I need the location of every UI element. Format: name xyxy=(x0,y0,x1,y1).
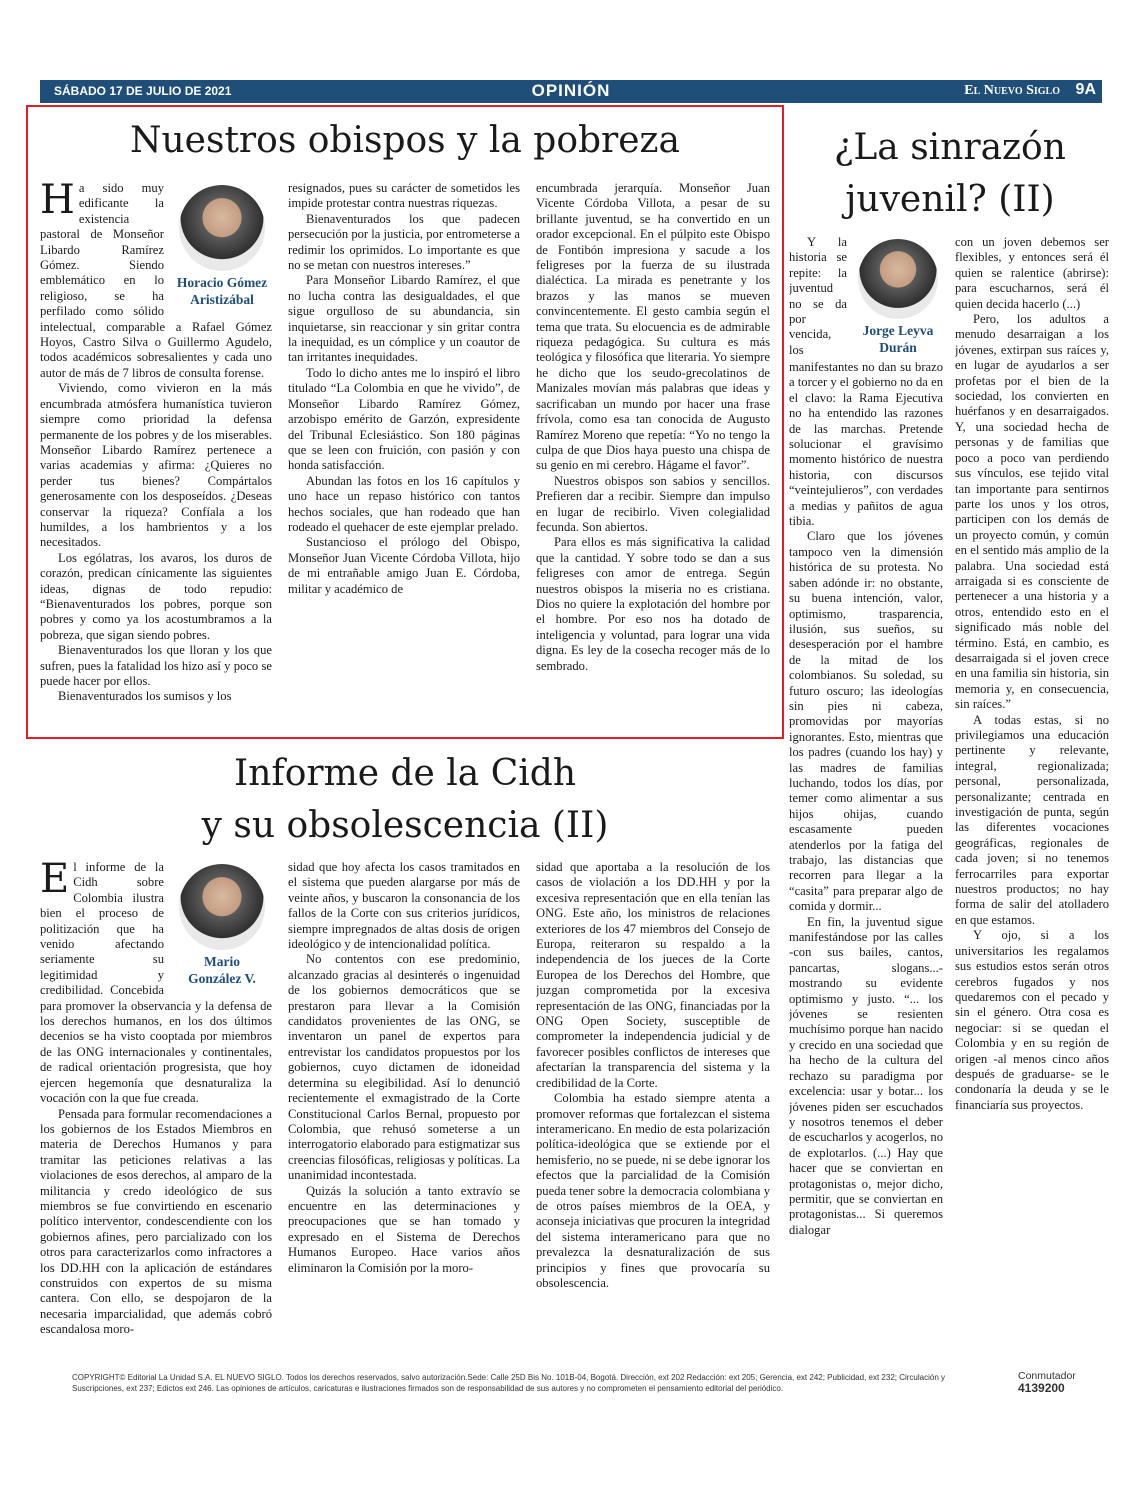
paragraph: Viviendo, como vivieron en la más encumbrada atmósfera humanística tuvieron siempre como prioridad la defensa permanente de los pobres y de los miserables. Monseñor Libardo Ramírez pertenece a varias academias y afirma: ¿Quieres no perder tus bienes? Compártalos generosamente con los desposeídos. ¿Deseas conservar la riqueza? Confíala a los humildes, a los hambrientos y a los necesitados. xyxy=(40,381,272,550)
masthead-bar xyxy=(40,80,1102,103)
paragraph: Colombia ha estado siempre atenta a promover reformas que fortalezcan el sistema interamericano. En medio de esta polarización política-ideológica que se extiende por el hemisferio, no se puede, ni se debe ignorar los efectos que la parcialidad de la Comisión pueda tener sobre la democracia colombiana y de otros países miembros de la OEA, y aconseja iniciativas que procuren la integridad del sistema interamericano para que no prevalezca la desnaturalización de sus principios y fines que provocaría su obsolescencia. xyxy=(536,1091,770,1290)
section-title: OPINIÓN xyxy=(531,81,611,100)
article-obispos-column-1 xyxy=(40,181,272,726)
paragraph: Sustancioso el prólogo del Obispo, Monseñor Juan Vicente Córdoba Villota, hijo de mi entrañable amigo Juan E. Córdoba, militar y académico de xyxy=(288,535,520,596)
paragraph: Bienaventurados los sumisos y los xyxy=(58,689,232,704)
article-cidh-column-2 xyxy=(288,860,520,1355)
author-block xyxy=(172,864,272,987)
paragraph: Quizás la solución a tanto extravío se encuentre en las determinaciones y preocupaciones que se han tomado y expresado en el Sistema de Derechos Humanos Europeo. Hace varios años eliminaron la Comisión por la moro- xyxy=(288,1183,520,1275)
author-block xyxy=(853,239,943,356)
author-name: Mario González V. xyxy=(188,954,256,986)
paragraph: Los ególatras, los avaros, los duros de corazón, predican cínicamente las siguientes ideas, dignas de todo repudio: “Bienaventurados los pobres, porque son pobres y como ya los acostumbramos a la pobreza, que sigan siendo pobres. xyxy=(40,550,272,642)
paragraph: encumbrada jerarquía. Monseñor Juan Vicente Córdoba Villota, a pesar de su brillante juventud, se ha convertido en un orador excepcional. En el púlpito este Obispo de Fontibón impresiona y sacude a los feligreses por la fuerza de su ilustrada dialéctica. La mirada es penetrante y los brazos y las manos se mueven convincentemente. El gesto cambia según el tema que trata. Su elocuencia es de admirable riqueza pedagógica. Su cultura es más teológica y filosófica que literaria. Yo siempre he dicho que los seudo-grecolatinos de Manizales movían más palabras que ideas y sacrificaban un mundo por hacer una frase frívola, como esa tan conocida de Augusto Ramírez Moreno que repetía: “Yo no tengo la culpa de que Dios haya puesto una chispa de su genio en mi cerebro. Hágame el favor”. xyxy=(536,181,770,473)
switchboard-number: 4139200 xyxy=(1018,1381,1065,1395)
article-obispos-column-2 xyxy=(288,181,520,726)
paragraph: Para Monseñor Libardo Ramírez, el que no lucha contra las desigualdades, el que sigue orgulloso de su abundancia, sin inquietarse, sin reaccionar y sin gritar contra la inequidad, es un cómplice y un coautor de tan irritantes inequidades. xyxy=(288,273,520,365)
page-number: 9A xyxy=(1075,81,1096,98)
paragraph: sidad que hoy afecta los casos tramitados en el sistema que pueden alargarse por más de veinte años, y buscaron la consonancia de los fallos de la Corte con sus criterios jurídicos, siempre impregnados de altas dosis de origen ideológico y de intencionalidad política. xyxy=(288,860,520,952)
footer-copyright: COPYRIGHT© Editorial La Unidad S.A. EL NUEVO SIGLO. Todos los derechos reservados, salvo autorización.Sede: Calle 25D Bis No. 101B-04, Bogotá. Dirección, ext 202 Redacción: ext 205; Gerencia, ext 242; Publicidad, ext 232; Circulación y Suscripciones, ext 237; Edictos ext 246. Las opiniones de artículos, caricaturas e ilustraciones firmados son de responsabilidad de sus autores y no comprometen el pensamiento editorial del periódico. xyxy=(72,1373,946,1393)
article-headline-sinrazon: ¿La sinrazón juvenil? (II) xyxy=(834,127,1066,220)
article-obispos-column-3 xyxy=(536,181,770,726)
paragraph: Bienaventurados los que padecen persecución por la justicia, por entrometerse a redimir los oprimidos. Lo importante es que no se metan con nuestros intereses.” xyxy=(288,211,520,273)
paragraph: Bienaventurados los que lloran y los que sufren, pues la fatalidad los hizo así y poco se puede hacer por ellos. xyxy=(40,643,272,688)
article-sinrazon-column-1 xyxy=(789,235,943,1355)
paragraph: Y la historia se repite: la juventud no se da por vencida, los manifestantes no dan su brazo a torcer y el gobierno no da en el clavo: la Rama Ejecutiva no ha entendido las razones de las marchas. Pretende solucionar el gravísimo momento histórico de nuestra historia, con discursos “veintejulieros”, con verdades a medias y pañitos de agua tibia. xyxy=(789,235,943,529)
author-name: Horacio Gómez Aristizábal xyxy=(176,275,268,307)
paragraph: A todas estas, si no privilegiamos una educación pertinente y relevante, integral, regionalizada; personal, personalizada, personalizante; centrada en investigación de punta, según las diferentes vocaciones geográficas, regionales de cada joven; si no tenemos ferrocarriles para exportar nuestros productos; no hay forma de salir del atolladero en que estamos. xyxy=(955,712,1109,927)
author-block xyxy=(172,185,272,308)
paragraph: Pensada para formular recomendaciones a los gobiernos de los Estados Miembros en materia de Derechos Humanos y para tramitar las peticiones relativas a las violaciones de esos derechos, al amparo de la militancia y credo ideológico de sus miembros se fue convirtiendo en escenario político interventor, condescendiente con los gobiernos afines, pero parcializado con los otros para caracterizarlos como infractores a los DD.HH con la aplicación de estándares construidos con expertos de su misma cantera. Con ello, se despojaron de la necesaria imparcialidad, que además cobró escandalosa moro- xyxy=(40,1106,272,1337)
dropcap: H xyxy=(40,181,75,223)
paragraph: Ha sido muy edificante la existencia pastoral de Monseñor Libardo Ramírez Gómez. Siendo emblemático en lo religioso, se ha perfilado como sólido intelectual, comparable a Rafael Gómez Hoyos, Castro Silva o Guillermo Agudelo, todos académicos sobresalientes y cada uno autor de más de 7 libros de consulta forense. xyxy=(40,181,272,380)
author-name: Jorge Leyva Durán xyxy=(862,323,934,355)
dropcap: E xyxy=(40,860,70,902)
paragraph: No contentos con ese predominio, alcanzado gracias al desinterés o ingenuidad de los gobiernos democráticos que se prestaron para llevar a la Comisión candidatos provenientes de las ONG, se inventaron un panel de expertos para entrevistar los candidatos propuestos por los gobiernos, cuyo dictamen de idoneidad determina su elegibilidad. Así lo denunció recientemente el exmagistrado de la Corte Constitucional Carlos Bernal, propuesto por Colombia, que rehusó someterse a un interrogatorio elaborado para estigmatizar sus creencias filosóficas, religiosas y políticas. La unanimidad incontestada. xyxy=(288,952,520,1183)
article-cidh-column-1 xyxy=(40,860,272,1355)
author-photo xyxy=(858,239,938,319)
article-headline-obispos: Nuestros obispos y la pobreza xyxy=(130,120,680,161)
article-sinrazon-column-2 xyxy=(955,235,1109,1355)
paragraph: resignados, pues su carácter de sometidos les impide protestar contra nuestras riquezas. xyxy=(288,181,520,211)
article-headline-cidh: Informe de la Cidh y su obsolescencia (II) xyxy=(201,753,609,846)
paragraph: En fin, la juventud sigue manifestándose por las calles -con sus bailes, cantos, pancartas, slogans...- mostrando su evidente optimismo y justo. “... los jóvenes se resienten muchísimo porque han nacido y crecido en una sociedad que ha hecho de la cultura del rechazo su paradigma por excelencia: usar y botar... los jóvenes piden ser escuchados y nosotros tenemos el deber de escucharlos y acogerlos, no de explotarlos. (...) Hay que hacer que se conviertan en protagonistas o, mejor dicho, permitir, que se conviertan en protagonistas... Si queremos dialogar xyxy=(789,914,943,1237)
paragraph: Pero, los adultos a menudo desarraigan a los jóvenes, extirpan sus raíces y, en lugar de ayudarlos a ser profetas por el bien de la sociedad, los convierten en huérfanos y en desarraigados. Y, una sociedad hecha de personas y de familias que poco a poco van perdiendo sus vínculos, ese tejido vital tan importante para sentirnos parte los unos y los otros, participen con los demás de un proyecto común, y común en el sentido más amplio de la palabra. Una sociedad está arraigada si es consciente de pertenecer a una historia y a otros, entendido esto en el significado más noble del término. Está, en cambio, es desarraigada si el joven crece en una familia sin historia, sin memoria y, en consecuencia, sin raíces.” xyxy=(955,312,1109,712)
paragraph: sidad que aportaba a la resolución de los casos de violación a los DD.HH y por la excesiva representación que en ella tenían las ONG. Este año, los ministros de relaciones exteriores de los 47 miembros del Consejo de Europa, reiteraron su respaldo a la independencia de los jueces de la Corte Europea de los Derechos del Hombre, que juzgan comprometida por la excesiva representación de las ONG, financiadas por la ONG Open Society, susceptible de comprometer la independencia judicial y de favorecer posibles conflictos de intereses que afectarían la transparencia del sistema y la credibilidad de la Corte. xyxy=(536,860,770,1090)
newspaper-brand: El Nuevo Siglo xyxy=(964,83,1060,98)
edition-date: SÁBADO 17 DE JULIO DE 2021 xyxy=(54,84,232,98)
paragraph: Nuestros obispos son sabios y sencillos. Prefieren dar a recibir. Siempre dan impulso en lugar de recibirlo. Viven colegialidad fecunda. Son abiertos. xyxy=(536,473,770,534)
article-cidh-column-3 xyxy=(536,860,770,1355)
paragraph: Y ojo, si a los universitarios les regalamos sus estudios estos serán otros cerebros fugados y nos quedaremos con el pecado y sin el género. Otra cosa es negociar: si se quedan el Colombia y en su región de origen -al menos cinco años después de graduarse- se le condonaría la deuda y se le financiaría sus proyectos. xyxy=(955,928,1109,1112)
paragraph: Para ellos es más significativa la calidad que la cantidad. Y sobre todo se dan a sus feligreses con amor de entrega. Según nuestros obispos la miseria no es cristiana. Dios no quiere la explotación del hombre por el hombre. Por eso nos ha dotado de inteligencia y voluntad, para lograr una vida digna. Es ley de la cosecha recoger más de lo sembrado. xyxy=(536,535,770,673)
paragraph: Todo lo dicho antes me lo inspiró el libro titulado “La Colombia en que he vivido”, de Monseñor Libardo Ramírez Gómez, arzobispo emérito de Garzón, expresidente del Tribunal Eclesiástico. Son 180 páginas que se leen con fruición, con pasión y con honda satisfacción. xyxy=(288,365,520,473)
paragraph: El informe de la Cidh sobre Colombia ilustra bien el proceso de politización que ha venido afectando seriamente su legitimidad y credibilidad. Concebida para promover la observancia y la defensa de los derechos humanos, en los dos últimos decenios se ha visto cooptada por miembros de las ONG internacionales y continentales, de radical orientación progresista, que hoy ejercen hegemonía que desnaturaliza la vocación con la que fue creada. xyxy=(40,860,272,1106)
paragraph: Claro que los jóvenes tampoco ven la dimensión histórica de su protesta. No saben adónde ir: no obstante, su buena intención, valor, optimismo, trasparencia, ilusión, sus sueños, su desesperación por el hambre de la mitad de los colombianos. Su soledad, su futuro oscuro; las ideologías sin pies ni cabeza, promovidas por mayorías ignorantes. Esto, mientras que los padres (cuando los hay) y las madres de familias luchando, todos los días, por temer como alimentar a sus hijos ohijas, cuando escasamente pueden atenderlos por la fatiga del trabajo, las distancias que recorren para llegar a la “casita” para preparar algo de comida y dormir... xyxy=(789,529,943,914)
author-photo xyxy=(179,864,265,950)
author-photo xyxy=(179,185,265,271)
switchboard-label: Conmutador xyxy=(1018,1370,1076,1382)
paragraph: con un joven debemos ser flexibles, y entonces será él quien se ralentice (abrirse): para escucharnos, será él quien decida hacerlo (...) xyxy=(955,235,1109,311)
paragraph: Abundan las fotos en los 16 capítulos y uno hace un repaso histórico con tantos hechos sociales, que han rodeado que han rodeado el quehacer de este ejemplar prelado. xyxy=(288,473,520,534)
footer-switchboard xyxy=(1018,1370,1076,1395)
